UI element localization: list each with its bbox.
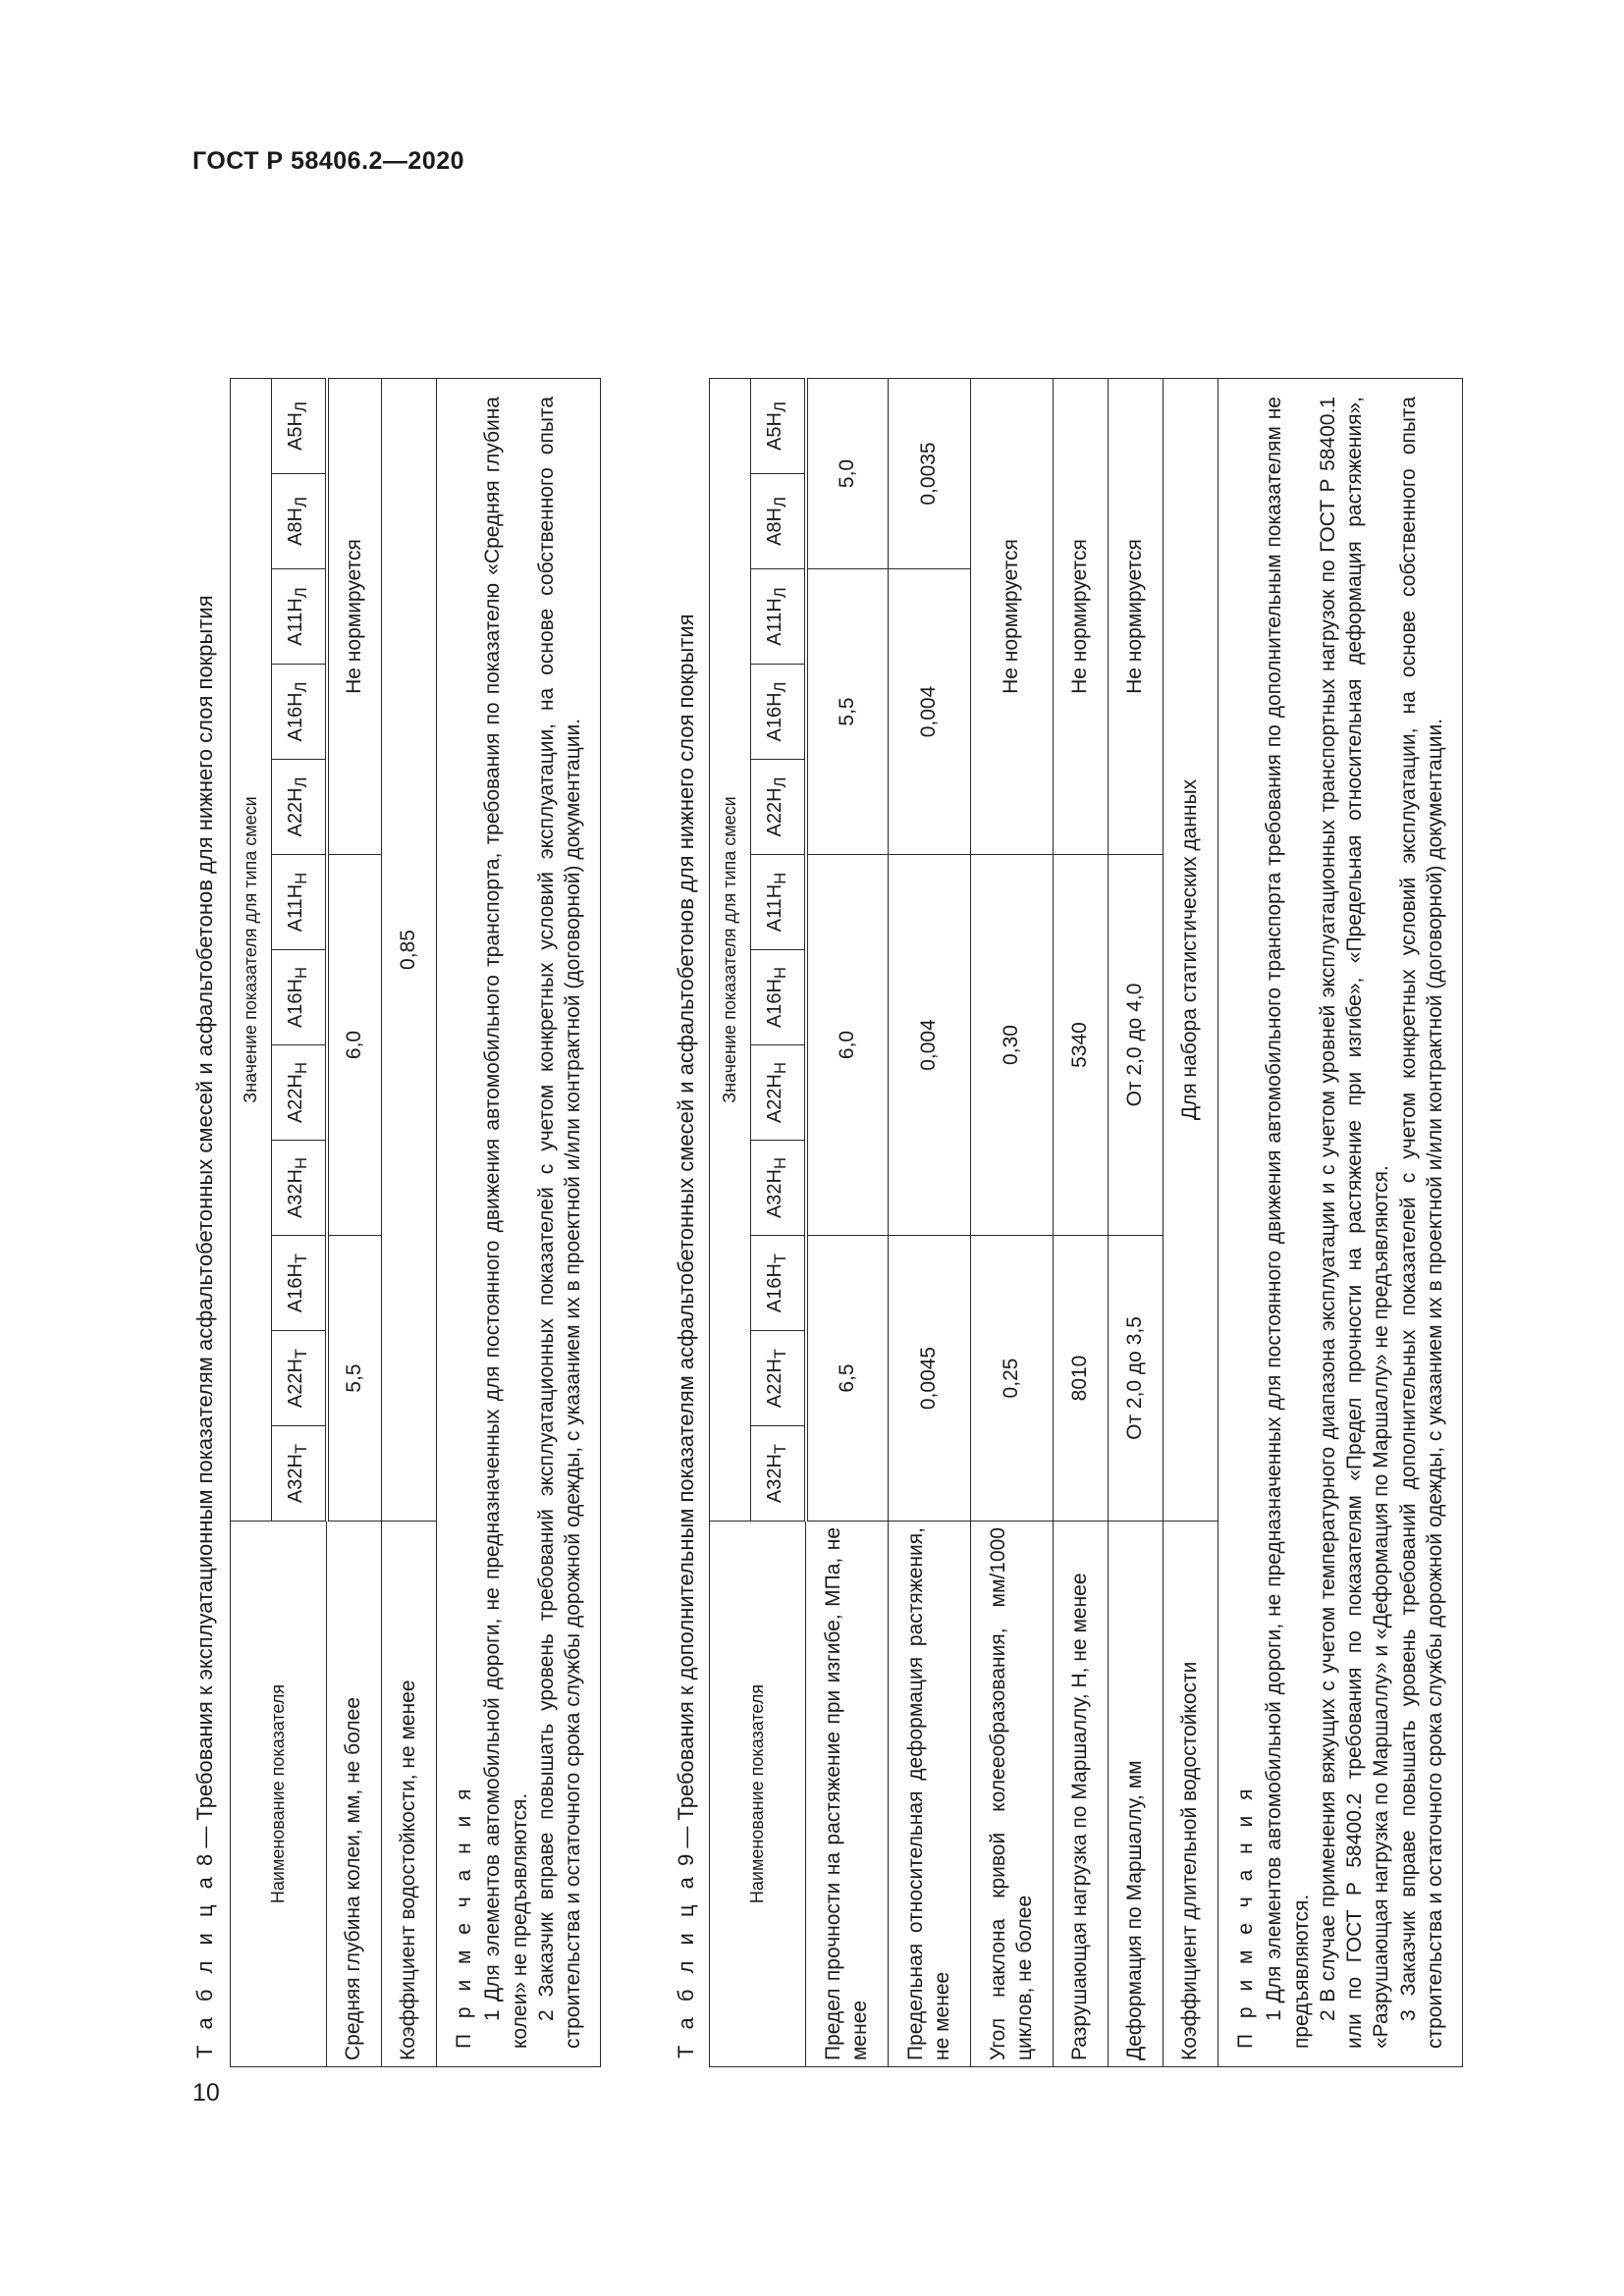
table9-col-a22nl: $А22Н_Л$ (751, 760, 806, 855)
table-row (382, 379, 437, 2067)
table9-note-2: 2 В случае применения вяжущих с учетом температурного диапазона эксплуатации и с учетом уровней эксплуатационных транспортных нагрузок по ГОСТ Р 58400.1 или по ГОСТ Р 58400.2 требования по показателям «Предел прочности на растяжение при изгибе», «Предельная относительная деформация растяжения», «Разрушающая нагрузка по Маршаллу» и «Деформация по Маршаллу» не предъявляются. (1316, 397, 1393, 2049)
table8-col-a32nt: $А32Н_Т$ (272, 1426, 327, 1522)
table8-col-a16nl: $А16Н_Л$ (272, 665, 327, 760)
table9-row5-value-l: Не нормируется (1109, 379, 1164, 855)
table8-col-a11nn: $А11Н_Н$ (272, 855, 327, 950)
table8-notes-title: П р и м е ч а н и я (453, 1784, 475, 2049)
table8-col-a22nn: $А22Н_Н$ (272, 1045, 327, 1141)
table9-row4-name: Разрушающая нагрузка по Маршаллу, Н, не менее (1054, 1522, 1109, 2067)
table9-col-a16nn: $А16Н_Н$ (751, 950, 806, 1045)
table9-notes (1218, 379, 1463, 2067)
table9-row5-name: Деформация по Маршаллу, мм (1109, 1522, 1164, 2067)
table8-note-2: 2 Заказчик вправе повышать уровень требований эксплуатационных показателей с учетом конкретных условий эксплуатации, на основе собственного опыта строительства и остаточного срока службы дорожной одежды, с указанием их в проектной и/или контрактной (договорной) документации. (534, 397, 585, 2049)
table9-row1-value-n: 6,0 (806, 855, 889, 1236)
table9-row2-name: Предельная относительная деформация растяжения, не менее (889, 1522, 971, 2067)
table8-col-a22nl: $А22Н_Л$ (272, 760, 327, 855)
table9-row3-value-n: 0,30 (971, 855, 1054, 1236)
table-row (327, 379, 382, 2067)
table8-col-a8nl: $А8Н_Л$ (272, 474, 327, 569)
table9-row4-value-n: 5340 (1054, 855, 1109, 1236)
table8-col-a16nt: $А16Н_Т$ (272, 1236, 327, 1331)
table8-col-a5nl: $А5Н_Л$ (272, 379, 327, 474)
table9-col-a16nt: $А16Н_Т$ (751, 1236, 806, 1331)
table9-col-a11nn: $А11Н_Н$ (751, 855, 806, 950)
table9-row4-value-l: Не нормируется (1054, 379, 1109, 855)
table-row (806, 379, 889, 2067)
table9-col-a16nl: $А16Н_Л$ (751, 665, 806, 760)
table9-row3-name: Угол наклона кривой колеeобразования, мм/1000 циклов, не более (971, 1522, 1054, 2067)
table8-row1-value-n: 6,0 (327, 855, 382, 1236)
table9-notes-title: П р и м е ч а н и я (1234, 1784, 1257, 2049)
table8-col-a32nn: $А32Н_Н$ (272, 1141, 327, 1236)
table9-head-group: Значение показателя для типа смеси (710, 379, 751, 1522)
table9-caption: Т а б л и ц а 9 — Требования к дополнительным показателям асфальтобетонных смесей и асфальтобетонов для нижнего слоя покрытия (674, 614, 698, 2058)
table9-col-a5nl: $А5Н_Л$ (751, 379, 806, 474)
table8-row2-name: Коэффициент водостойкости, не менее (382, 1522, 437, 2067)
table9-row2-value-l2: 0,0035 (889, 379, 971, 569)
table-row (1109, 379, 1164, 2067)
table9-row6-name: Коэффициент длительной водостойкости (1164, 1522, 1218, 2067)
table8-head-group: Значение показателя для типа смеси (231, 379, 272, 1522)
table8-col-a11nl: $А11Н_Л$ (272, 569, 327, 665)
table9-col-a32nn: $А32Н_Н$ (751, 1141, 806, 1236)
table9-col-a8nl: $А8Н_Л$ (751, 474, 806, 569)
table9-row5-value-t: От 2,0 до 3,5 (1109, 1236, 1164, 1522)
table9-note-1: 1 Для элементов автомобильной дороги, не предназначенных для постоянного движения автомобильного транспорта требования по дополнительным показателям не предъявляются. (1263, 397, 1313, 2049)
table8-caption: Т а б л и ц а 8 — Требования к эксплуатационным показателям асфальтобетонных смесей и асфальтобетонов для нижнего слоя покрытия (192, 595, 217, 2058)
table-row (1164, 379, 1218, 2067)
table8-row1-name: Средняя глубина колеи, мм, не более (327, 1522, 382, 2067)
table9-row5-value-n: От 2,0 до 4,0 (1109, 855, 1164, 1236)
page-number: 10 (192, 2079, 220, 2107)
table8-row1-value-t: 5,5 (327, 1236, 382, 1522)
table9-row3-value-t: 0,25 (971, 1236, 1054, 1522)
table8-notes-row (437, 379, 601, 2067)
table9-row1-name: Предел прочности на растяжение при изгибе, МПа, не менее (806, 1522, 889, 2067)
table-row (1054, 379, 1109, 2067)
table-row (889, 379, 971, 2067)
table9-notes-row (1218, 379, 1463, 2067)
table-row (971, 379, 1054, 2067)
table8-note-1: 1 Для элементов автомобильной дороги, не предназначенных для постоянного движения автомобильного транспорта, требования по показателю «Средняя глубина колеи» не предъявляются. (481, 397, 531, 2049)
table8-notes (437, 379, 601, 2067)
table9-row4-value-t: 8010 (1054, 1236, 1109, 1522)
table9-col-a32nt: $А32Н_Т$ (751, 1426, 806, 1522)
table9-note-3: 3 Заказчик вправе повышать уровень требований дополнительных показателей с учетом конкретных условий эксплуатации, на основе собственного опыта строительства и остаточного срока службы дорожной одежды, с указанием их в проектной и/или контрактной (договорной) документации. (1396, 397, 1447, 2049)
table8-row2-value: 0,85 (382, 379, 437, 1522)
table9-col-a22nt: $А22Н_Т$ (751, 1331, 806, 1426)
table9-row1-value-t: 6,5 (806, 1236, 889, 1522)
table9-row1-value-l2: 5,0 (806, 379, 889, 569)
table9-col-a22nn: $А22Н_Н$ (751, 1045, 806, 1141)
table9-row2-value-t: 0,0045 (889, 1236, 971, 1522)
table9 (709, 378, 1463, 2067)
table9-row1-value-l1: 5,5 (806, 569, 889, 855)
table9-row6-value: Для набора статистических данных (1164, 379, 1218, 1522)
table9-col-a11nl: $А11Н_Л$ (751, 569, 806, 665)
table9-row3-value-l: Не нормируется (971, 379, 1054, 855)
table8 (230, 378, 601, 2067)
table9-row2-value-l1: 0,004 (889, 569, 971, 855)
table8-head-name: Наименование показателя (231, 1522, 327, 2067)
document-header: ГОСТ Р 58406.2—2020 (192, 147, 465, 175)
table9-row2-value-n: 0,004 (889, 855, 971, 1236)
table8-col-a22nt: $А22Н_Т$ (272, 1331, 327, 1426)
table8-row1-value-l: Не нормируется (327, 379, 382, 855)
table8-col-a16nn: $А16Н_Н$ (272, 950, 327, 1045)
table9-head-name: Наименование показателя (710, 1522, 806, 2067)
